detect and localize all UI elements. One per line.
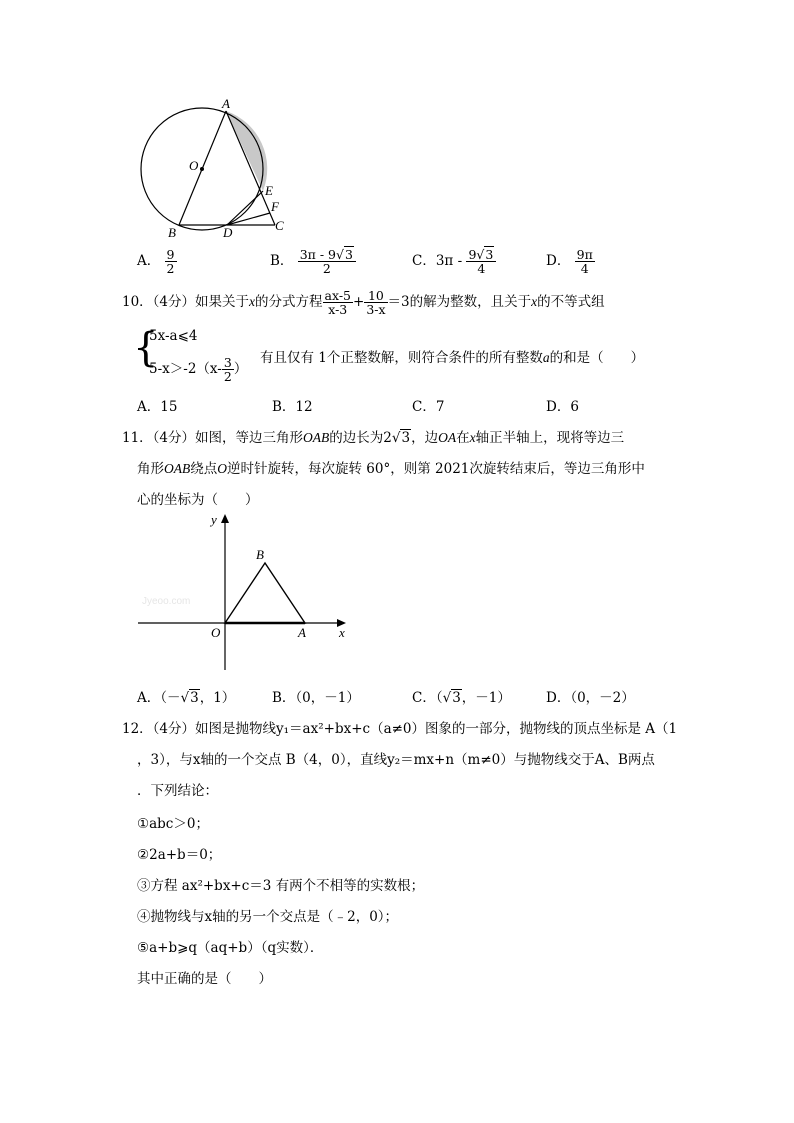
q9-label-O: O — [189, 158, 199, 173]
q9-option-d[interactable] — [546, 248, 595, 275]
q9-option-c-fraction: $\frac{9√3}{4}$ — [466, 248, 496, 275]
q11-watermark: Jyeoo.com — [142, 596, 191, 607]
q9-circle-figure — [130, 95, 290, 240]
q9-option-c[interactable] — [412, 248, 496, 275]
q9-option-a-fraction: $\frac{9}{2}$ — [166, 247, 175, 277]
q9-option-d-letter: D． — [546, 253, 571, 270]
q9-label-D: D — [223, 225, 233, 240]
q9-option-d-fraction: $\frac{9\pi}{4}$ — [576, 247, 593, 277]
q11-label-x: x — [339, 625, 345, 640]
q11-stem-line1: 11．（4分）如图，等边三角形OAB的边长为2√3，边OA在x轴正半轴上，现将等边三 — [122, 430, 625, 446]
q11-option-a[interactable]: A．（－√3，1） — [137, 690, 236, 706]
q11-stem-line3: 心的坐标为（ ） — [137, 492, 259, 508]
q9-label-B: B — [168, 225, 176, 240]
q11-label-B: B — [256, 547, 264, 562]
q10-stem-line1: 10．（4分）如果关于x的分式方程 $\frac{ax-5}{x-3}$ + $\frac{10}{3-x}$ ＝3的解为整数，且关于x的不等式组 — [122, 288, 605, 318]
q9-center-dot — [200, 167, 204, 171]
q11-y-axis-arrow — [221, 514, 229, 523]
q10-system-brace: { — [133, 325, 159, 371]
q11-label-O: O — [211, 625, 221, 640]
q9-label-F: F — [271, 199, 279, 214]
q11-label-A: A — [298, 625, 306, 640]
q12-statement-5: ⑤a+b⩾q（aq+b）（q实数）． — [137, 940, 324, 956]
q11-option-b[interactable]: B．（0，－1） — [272, 690, 360, 706]
q9-option-a[interactable] — [137, 248, 177, 275]
q10-inequality-2: 5-x＞-2（x- $\frac{3}{2}$ ） — [149, 355, 248, 385]
q9-shaded-segment — [226, 111, 267, 191]
q11-label-y: y — [211, 512, 217, 527]
q12-stem-line2: ，3），与x轴的一个交点 B（4，0），直线y₂＝mx+n（m≠0）与抛物线交于A、B两点 — [137, 752, 655, 768]
q11-option-c[interactable]: C．（√3，－1） — [412, 690, 511, 706]
q12-statement-2: ②2a+b＝0； — [137, 847, 222, 863]
q10-inequality-1: 5x-a⩽4 — [149, 328, 198, 344]
q12-statement-4: ④抛物线与x轴的另一个交点是（﹣2，0）； — [137, 909, 399, 925]
q12-stem-line3: ．下列结论： — [137, 783, 218, 799]
q10-option-b[interactable]: B．12 — [272, 399, 313, 415]
q10-fraction-1: $\frac{ax-5}{x-3}$ — [324, 288, 351, 318]
q9-option-b[interactable] — [270, 248, 356, 275]
q9-option-b-letter: B． — [270, 253, 294, 270]
q10-option-d[interactable]: D．6 — [546, 399, 579, 415]
q9-option-b-fraction: $\frac{3\pi - 9√3}{2}$ — [298, 248, 356, 275]
q10-option-a[interactable]: A．15 — [137, 399, 178, 415]
q11-option-d[interactable]: D．（0，－2） — [546, 690, 635, 706]
q12-question: 其中正确的是（ ） — [137, 971, 272, 987]
q10-fraction-2: $\frac{10}{3-x}$ — [366, 288, 386, 318]
q9-option-a-letter: A． — [137, 253, 161, 270]
q9-label-A: A — [222, 96, 230, 111]
q9-option-c-pre: 3π - — [435, 253, 467, 270]
q12-stem-line1: 12．（4分）如图是抛物线y₁＝ax²+bx+c（a≠0）图象的一部分，抛物线的顶点坐标是 A（1 — [122, 721, 678, 737]
q10-option-c[interactable]: C．7 — [412, 399, 445, 415]
q9-option-c-letter: C． — [412, 253, 436, 270]
q12-statement-3: ③方程 ax²+bx+c＝3 有两个不相等的实数根； — [137, 878, 425, 894]
q10-stem-line2: 有且仅有 1个正整数解，则符合条件的所有整数a的和是（ ） — [260, 350, 645, 366]
q11-stem-line2: 角形OAB绕点O逆时针旋转，每次旋转 60°，则第 2021次旋转结束后，等边三角形中 — [137, 461, 645, 477]
q9-label-E: E — [265, 183, 273, 198]
q12-statement-1: ①abc＞0； — [137, 816, 209, 832]
q11-triangle-OAB — [225, 563, 305, 623]
q11-triangle-figure — [130, 510, 360, 675]
q9-label-C: C — [275, 218, 284, 233]
